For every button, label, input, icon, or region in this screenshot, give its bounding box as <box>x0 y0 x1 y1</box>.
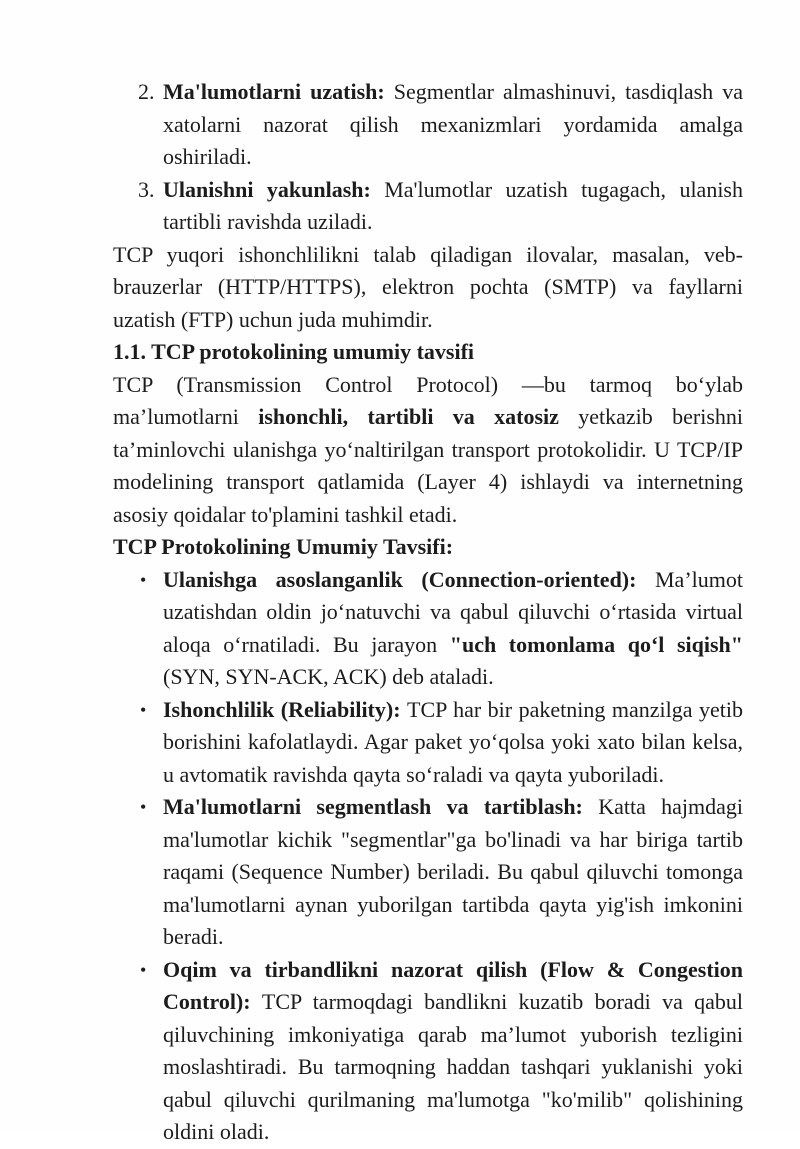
text-run: Segmentlar almashinuvi, tasdiqlash va xatolarni nazorat qilish mexanizmlari yordamida amalga oshiriladi. <box>163 79 743 169</box>
ordered-item <box>113 174 743 239</box>
list-number: 2. <box>138 79 155 104</box>
text-run: TCP (Transmission Control Protocol) —bu tarmoq bo‘ylab ma’lumotlarni <box>113 371 743 429</box>
bullet-item <box>113 694 743 792</box>
paragraph <box>113 369 743 532</box>
document-content <box>113 76 743 1149</box>
text-run: (SYN, SYN-ACK, ACK) deb ataladi. <box>163 664 494 689</box>
bold-text-run: Oqim va tirbandlikni nazorat qilish (Flow & Congestion Control): <box>163 956 743 1014</box>
text-run: Ma’lumot uzatishdan oldin jo‘natuvchi va qabul qiluvchi o‘rtasida virtual aloqa o‘rnatiladi. Bu jarayon <box>163 566 743 657</box>
text-run: Ma'lumotlar uzatish tugagach, ulanish tartibli ravishda uziladi. <box>163 176 743 234</box>
text-run: Katta hajmdagi ma'lumotlar kichik "segmentlar"ga bo'linadi va har biriga tartib raqami (Sequence Number) beriladi. Bu qabul qiluvchi tomonga ma'lumotlarni aynan yuborilgan tartibda qayta yig'ish imkonini beradi. <box>163 794 743 949</box>
bullet-marker: • <box>140 569 147 590</box>
ordered-item <box>113 76 743 174</box>
heading <box>113 531 743 564</box>
bullet-marker: • <box>140 959 147 980</box>
text-run: TCP har bir paketning manzilga yetib borishini kafolatlaydi. Agar paket yo‘qolsa yoki xato bilan kelsa, u avtomatik ravishda qayta so‘raladi va qayta yuboriladi. <box>163 696 743 787</box>
text-run: TCP tarmoqdagi bandlikni kuzatib boradi va qabul qiluvchining imkoniyatiga qarab ma’lumot yuborish tezligini moslashtiradi. Bu tarmoqning haddan tashqari yuklanishi yoki qabul qiluvchi qurilmaning ma'lumotga "ko'milib" qolishining oldini oladi. <box>163 989 743 1144</box>
heading <box>113 336 743 369</box>
bold-text-run: Ishonchlilik (Reliability): <box>163 696 408 722</box>
bold-text-run: ishonchli, tartibli va xatosiz <box>258 404 559 429</box>
bullet-marker: • <box>140 797 147 817</box>
bullet-item <box>113 791 743 954</box>
text-run: TCP yuqori ishonchlilikni talab qiladigan ilovalar, masalan, veb-brauzerlar (HTTP/HTTPS), elektron pochta (SMTP) va fayllarni uzatish (FTP) uchun juda muhimdir. <box>113 241 743 332</box>
bullet-marker: • <box>140 699 147 720</box>
bold-text-run: Ulanishga asoslanganlik (Connection-oriented): <box>163 566 655 592</box>
bold-text-run: "uch tomonlama qo‘l siqish" <box>449 631 744 657</box>
bold-text-run: Ma'lumotlarni uzatish: <box>163 79 394 104</box>
bold-text-run: Ma'lumotlarni segmentlash va tartiblash: <box>163 794 599 819</box>
bold-text-run: 1.1. TCP protokolining umumiy tavsifi <box>113 339 475 364</box>
bold-text-run: Ulanishni yakunlash: <box>163 176 385 202</box>
bullet-item <box>113 954 743 1149</box>
bullet-item <box>113 564 743 694</box>
bold-text-run: TCP Protokolining Umumiy Tavsifi: <box>113 534 454 559</box>
text-run: yetkazib berishni ta’minlovchi ulanishga yo‘naltirilgan transport protokolidir. U TCP/IP modelining transport qatlamida (Layer 4) ishlaydi va internetning asosiy qoidalar to'plamini tashkil etadi. <box>113 404 744 527</box>
list-number: 3. <box>138 176 155 202</box>
paragraph <box>113 239 743 337</box>
